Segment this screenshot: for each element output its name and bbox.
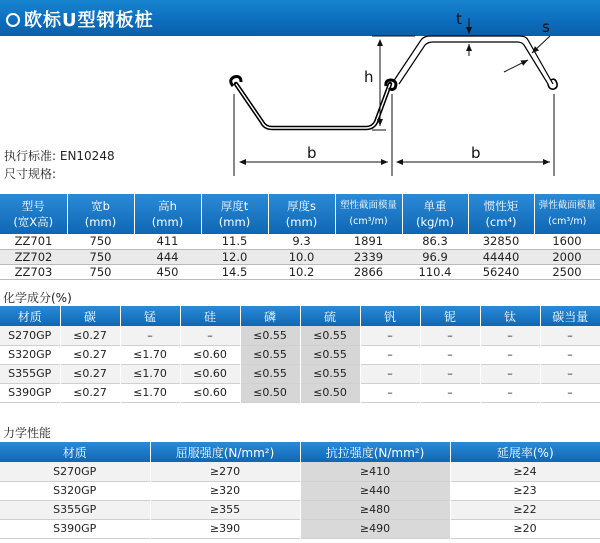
cell: 2339	[335, 249, 402, 264]
cell: –	[360, 326, 420, 345]
cell: ≤0.27	[60, 383, 120, 402]
cell: –	[540, 326, 600, 345]
cell: ≥440	[300, 481, 450, 500]
trough-profile	[236, 84, 390, 128]
header-moment-inertia: 惯性矩 (cm⁴)	[468, 194, 534, 234]
cell: –	[420, 383, 480, 402]
header-phosphorus: 磷	[240, 306, 300, 326]
chemical-table	[0, 306, 600, 403]
table-row	[0, 500, 600, 519]
header-elastic-modulus: 弹性截面模量 (cm³/m)	[534, 194, 600, 234]
cell: –	[540, 364, 600, 383]
cell: 750	[67, 249, 134, 264]
cell: –	[360, 364, 420, 383]
cell: ≤0.55	[300, 345, 360, 364]
cell: 2866	[335, 264, 402, 279]
cell: 2000	[534, 249, 600, 264]
cell: ≥390	[150, 519, 300, 538]
cell: S390GP	[0, 383, 60, 402]
header-manganese: 锰	[120, 306, 180, 326]
label-t: t	[456, 10, 462, 28]
cell: 450	[134, 264, 201, 279]
cell: 11.5	[201, 234, 268, 249]
standard-line: 执行标准: EN10248	[4, 149, 115, 163]
table-row	[0, 326, 600, 345]
cell: ≥22	[450, 500, 600, 519]
cell: ≤0.27	[60, 345, 120, 364]
cell: ≤0.55	[300, 364, 360, 383]
cell: ≤0.55	[240, 364, 300, 383]
cell: ZZ701	[0, 234, 67, 249]
cell: ≤1.70	[120, 364, 180, 383]
mechanical-table	[0, 442, 600, 539]
cell: ≤0.55	[240, 326, 300, 345]
header-material: 材质	[0, 442, 150, 462]
cell: S320GP	[0, 481, 150, 500]
cell: 32850	[468, 234, 534, 249]
cell: ≥23	[450, 481, 600, 500]
cell: 14.5	[201, 264, 268, 279]
cell: S390GP	[0, 519, 150, 538]
cell: S320GP	[0, 345, 60, 364]
cell: ≤0.50	[300, 383, 360, 402]
label-b-right: b	[471, 144, 481, 162]
header-material: 材质	[0, 306, 60, 326]
cell: S270GP	[0, 462, 150, 481]
cell: ≤0.27	[60, 364, 120, 383]
table-row	[0, 364, 600, 383]
header-unit-weight: 单重 (kg/m)	[402, 194, 468, 234]
cell: –	[360, 383, 420, 402]
cell: ≤0.50	[240, 383, 300, 402]
cell: 444	[134, 249, 201, 264]
cell: –	[480, 345, 540, 364]
cell: 56240	[468, 264, 534, 279]
header-titanium: 钛	[480, 306, 540, 326]
cell: –	[480, 383, 540, 402]
cell: 9.3	[268, 234, 335, 249]
table-row	[0, 345, 600, 364]
cell: ≤0.27	[60, 326, 120, 345]
cell: ≤0.60	[180, 345, 240, 364]
cell: ZZ702	[0, 249, 67, 264]
cell: ≥490	[300, 519, 450, 538]
label-s: s	[542, 18, 550, 36]
chemical-header-row	[0, 306, 600, 326]
cell: 110.4	[402, 264, 468, 279]
label-h: h	[364, 68, 374, 86]
crest-profile	[393, 36, 553, 84]
header-thickness-t: 厚度t (mm)	[201, 194, 268, 234]
cell: 10.0	[268, 249, 335, 264]
mechanical-header-row	[0, 442, 600, 462]
table-row	[0, 462, 600, 481]
header-silicon: 硅	[180, 306, 240, 326]
size-line: 尺寸规格:	[4, 167, 57, 181]
header-thickness-s: 厚度s (mm)	[268, 194, 335, 234]
label-b-left: b	[307, 144, 317, 162]
cell: ZZ703	[0, 264, 67, 279]
table-row	[0, 519, 600, 538]
table-row	[0, 234, 600, 249]
cell: 44440	[468, 249, 534, 264]
cell: 1600	[534, 234, 600, 249]
mechanical-label: 力学性能	[3, 426, 52, 440]
cell: ≤0.55	[240, 345, 300, 364]
cell: –	[420, 364, 480, 383]
table-row	[0, 481, 600, 500]
cell: 411	[134, 234, 201, 249]
cell: 86.3	[402, 234, 468, 249]
header-niobium: 铌	[420, 306, 480, 326]
header-height: 高h (mm)	[134, 194, 201, 234]
cell: S270GP	[0, 326, 60, 345]
header-yield-strength: 屈服强度(N/mm²)	[150, 442, 300, 462]
cell: S355GP	[0, 500, 150, 519]
dimensions-table	[0, 194, 600, 280]
cell: ≥355	[150, 500, 300, 519]
cell: ≤0.60	[180, 364, 240, 383]
cell: –	[120, 326, 180, 345]
header-model: 型号 (宽X高)	[0, 194, 67, 234]
cell: –	[480, 326, 540, 345]
cell: –	[420, 345, 480, 364]
cell: S355GP	[0, 364, 60, 383]
cell: 96.9	[402, 249, 468, 264]
cell: –	[480, 364, 540, 383]
header-plastic-modulus: 塑性截面模量 (cm³/m)	[335, 194, 402, 234]
table-row	[0, 383, 600, 402]
header-sulfur: 硫	[300, 306, 360, 326]
cell: ≤1.70	[120, 345, 180, 364]
table-row	[0, 264, 600, 279]
header-tensile-strength: 抗拉强度(N/mm²)	[300, 442, 450, 462]
cell: ≥24	[450, 462, 600, 481]
cell: 1891	[335, 234, 402, 249]
table-row	[0, 249, 600, 264]
cell: 12.0	[201, 249, 268, 264]
cell: 2500	[534, 264, 600, 279]
cell: ≤0.60	[180, 383, 240, 402]
header-elongation: 延展率(%)	[450, 442, 600, 462]
cell: –	[540, 345, 600, 364]
cell: –	[360, 345, 420, 364]
page-title-text: 欧标U型钢板桩	[24, 10, 154, 31]
cell: 10.2	[268, 264, 335, 279]
header-width: 宽b (mm)	[67, 194, 134, 234]
cell: ≥480	[300, 500, 450, 519]
cell: ≥320	[150, 481, 300, 500]
header-vanadium: 钒	[360, 306, 420, 326]
cell: –	[540, 383, 600, 402]
cell: ≥270	[150, 462, 300, 481]
cell: 750	[67, 234, 134, 249]
cell: –	[420, 326, 480, 345]
dimensions-header-row	[0, 194, 600, 234]
cell: ≤1.70	[120, 383, 180, 402]
chemical-label: 化学成分(%)	[3, 291, 72, 305]
header-carbon: 碳	[60, 306, 120, 326]
cell: ≥410	[300, 462, 450, 481]
cell: ≥20	[450, 519, 600, 538]
header-carbon-equivalent: 碳当量	[540, 306, 600, 326]
cell: –	[180, 326, 240, 345]
cell: ≤0.55	[300, 326, 360, 345]
b-dimensions	[234, 94, 554, 176]
cell: 750	[67, 264, 134, 279]
